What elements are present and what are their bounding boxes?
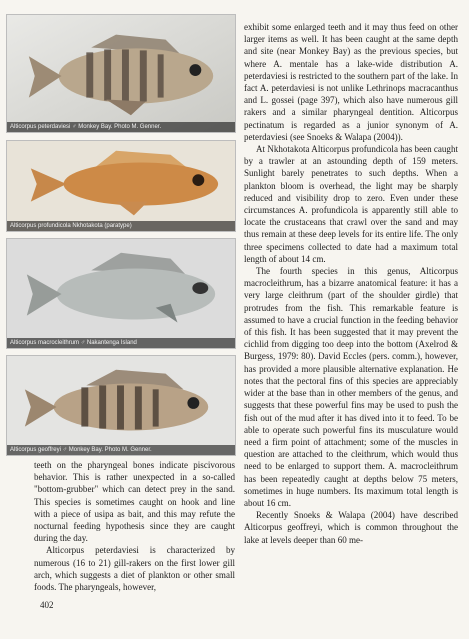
fish-photo-geoffreyi	[6, 355, 236, 456]
paragraph: Recently Snoeks & Walapa (2004) have described Alticorpus geoffreyi, which is common throughout the lake at levels deeper than 60 me-	[244, 510, 458, 545]
left-text-column	[34, 459, 235, 593]
paragraph: At Nkhotakota Alticorpus profundicola has been caught by a trawler at an astounding depth of 159 meters. Sunlight barely penetrates to such depths. When a plankton bloom is overhead, the light may be sharply reduced and visibility drop to zero. Even under these circumstances A. profundicola is apparently still able to locate the crustaceans that crawl over the sand and may thus remain at these deep levels for its entire life. The only three specimens collected to date had a maximum total length of about 14 cm.	[244, 144, 458, 264]
fish-photo-profundicola	[6, 140, 236, 232]
right-text-column	[244, 21, 458, 546]
page-number: 402	[40, 600, 54, 610]
paragraph: teeth on the pharyngeal bones indicate piscivorous behavior. This is rather unexpected in a so-called "bottom-grubber" which can detect prey in the sand. This species is sometimes caught on hook and line with a piece of usipa as bait, and this may refute the nocturnal feeding hypothesis since they are caught during the day.	[34, 460, 235, 544]
fish-photo-peterdaviesi	[6, 14, 236, 133]
photo-caption: Alticorpus profundicola Nkhotakota (paratype)	[7, 221, 235, 231]
photo-caption: Alticorpus macrocleithrum ♂ Nakantenga Island	[7, 338, 235, 348]
fish-photo-macrocleithrum	[6, 238, 236, 349]
paragraph: exhibit some enlarged teeth and it may thus feed on other larger items as well. It has been caught at the same depth and site (near Monkey Bay) as the previous species, but where A. mentale has a lake-wide distribution A. peterdaviesi is restricted to the southern part of the lake. In fact A. peterdaviesi is not unlike Lethrinops macracanthus and L. gossei (page 397), which also have numerous gill rakers and a similar pharyngeal dentition. Alticorpus pectinatum is regarded as a junior synonym of A. peterdaviesi (see Snoeks & Walapa (2004)).	[244, 22, 458, 142]
paragraph: The fourth species in this genus, Alticorpus macrocleithrum, has a bizarre anatomical feature: it has a very large cleithrum (part of the shoulder girdle) that protrudes from the fish. This remarkable feature is assumed to have a crucial function in the feeding behavior of this fish. It has been suggested that it may prevent the cichlid from digging too deep into the bottom (Axelrod & Burgess, 1979: 80). David Eccles (pers. comm.), however, has provided a more plausible alternative explanation. He notes that the pectoral fins of this species are appreciably wider at the base than in other members of the genus, and suggests that these powerful fins may be used to push the fish out of the mud after it has dived into it to feed. To be able to operate such powerful fins its musculature would need a firm point of attachment; some of the muscles in question are attached to the cleithrum, which would thus need to be enlarged to support them. A. macrocleithrum has been repeatedly caught at depths below 75 meters, sometimes in huge numbers. Its maximum total length is about 16 cm.	[244, 266, 458, 508]
photo-caption: Alticorpus peterdaviesi ♂ Monkey Bay. Photo M. Genner.	[7, 122, 235, 132]
paragraph: Alticorpus peterdaviesi is characterized by numerous (16 to 21) gill-rakers on the first lower gill arch, which suggests a diet of plankton or other small foods. The pharyngeals, however,	[34, 545, 235, 593]
photo-caption: Alticorpus geoffreyi ♂ Monkey Bay. Photo M. Genner.	[7, 445, 235, 455]
